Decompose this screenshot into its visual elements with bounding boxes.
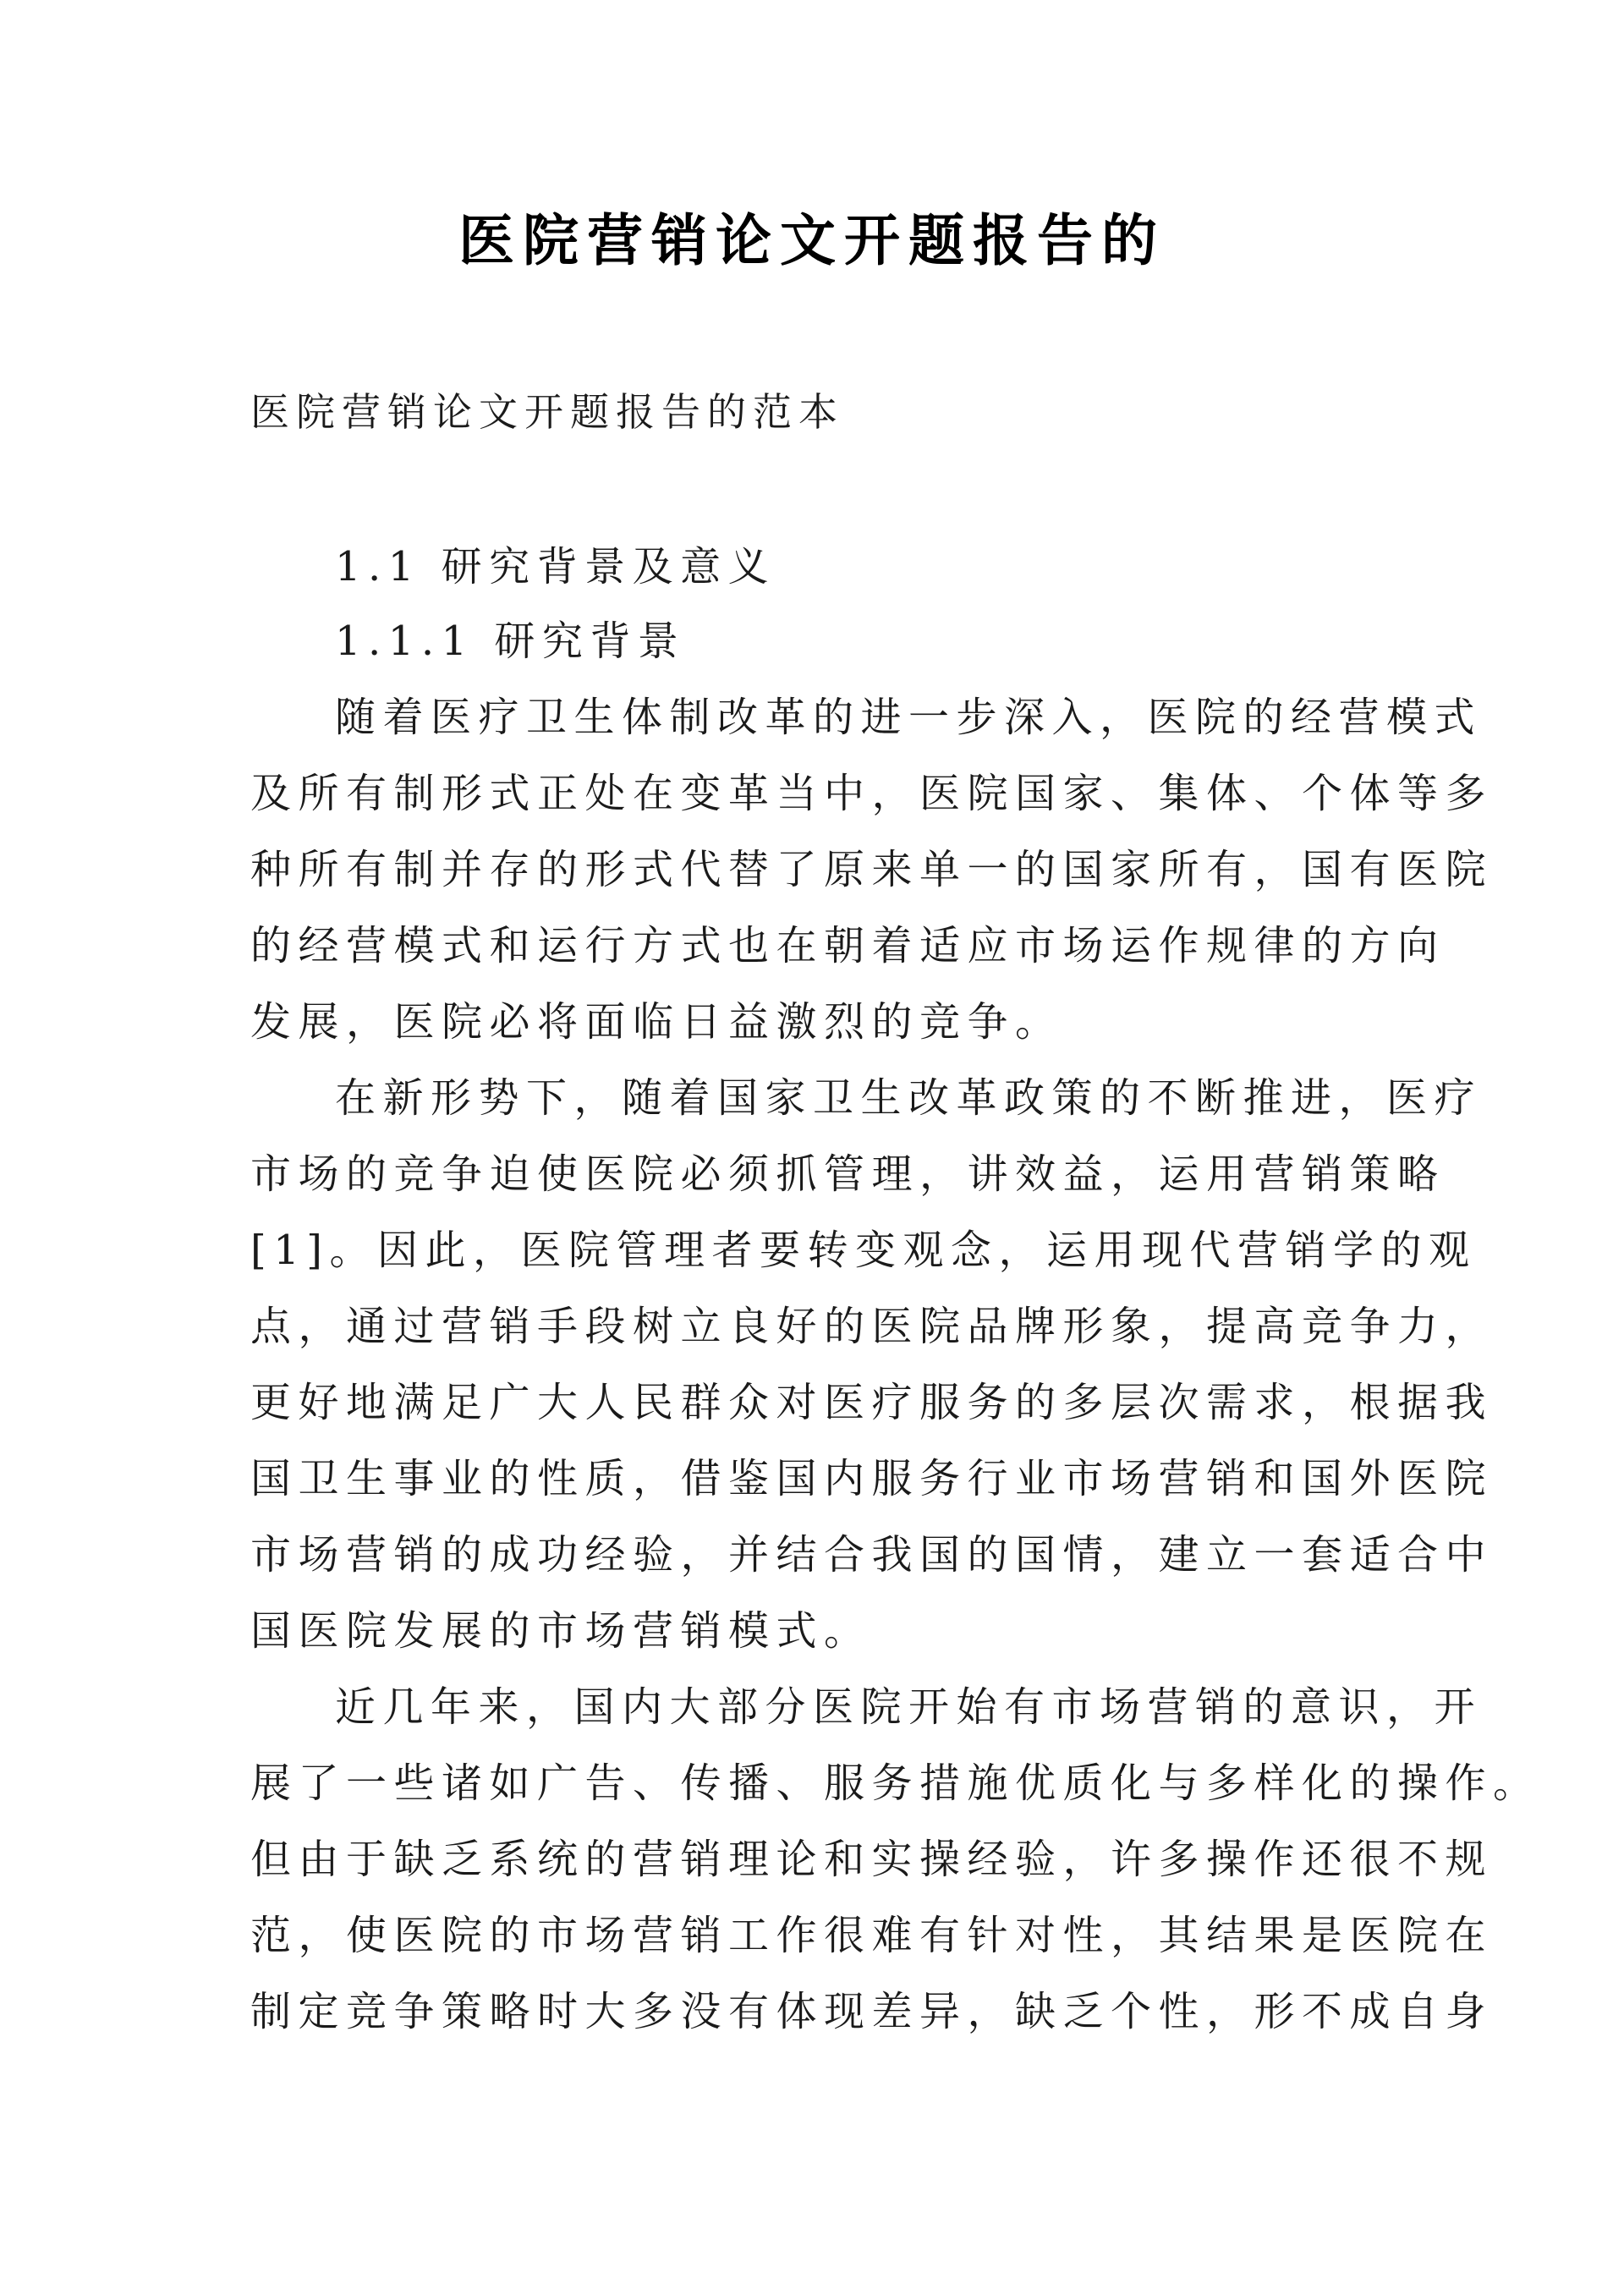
paragraph-3-line: 但由于缺乏系统的营销理论和实操经验，许多操作还很不规 xyxy=(250,1836,1494,1883)
paragraph-1-line: 随着医疗卫生体制改革的进一步深入，医院的经营模式 xyxy=(335,694,1483,741)
paragraph-2-line: 国卫生事业的性质，借鉴国内服务行业市场营销和国外医院 xyxy=(250,1455,1494,1502)
paragraph-2-line: 市场的竞争迫使医院必须抓管理，讲效益，运用营销策略 xyxy=(250,1150,1446,1198)
paragraph-3-line: 制定竞争策略时大多没有体现差异，缺乏个性，形不成自身 xyxy=(250,1988,1494,2035)
paragraph-1-line: 及所有制形式正处在变革当中，医院国家、集体、个体等多 xyxy=(250,770,1494,817)
paragraph-2-line: [1]。因此，医院管理者要转变观念，运用现代营销学的观 xyxy=(250,1227,1477,1274)
paragraph-3-line: 近几年来，国内大部分医院开始有市场营销的意识，开 xyxy=(335,1683,1483,1731)
document-title: 医院营销论文开题报告的 xyxy=(458,208,1166,273)
paragraph-2-line: 在新形势下，随着国家卫生改革政策的不断推进，医疗 xyxy=(335,1074,1483,1122)
paragraph-3-line: 范，使医院的市场营销工作很难有针对性，其结果是医院在 xyxy=(250,1912,1494,1959)
paragraph-3-line: 展了一些诸如广告、传播、服务措施优质化与多样化的操作。 xyxy=(250,1760,1541,1807)
paragraph-2-line: 市场营销的成功经验，并结合我国的国情，建立一套适合中 xyxy=(250,1531,1494,1578)
paragraph-1-line: 的经营模式和运行方式也在朝着适应市场运作规律的方向 xyxy=(250,922,1446,969)
paragraph-2-line: 更好地满足广大人民群众对医疗服务的多层次需求，根据我 xyxy=(250,1379,1494,1426)
paragraph-2-line: 点，通过营销手段树立良好的医院品牌形象，提高竞争力， xyxy=(250,1303,1494,1350)
paragraph-1-line: 发展，医院必将面临日益激烈的竞争。 xyxy=(250,998,1063,1046)
document-subtitle: 医院营销论文开题报告的范本 xyxy=(250,389,844,435)
subsection-heading: 1.1.1 研究背景 xyxy=(335,618,686,665)
paragraph-2-line: 国医院发展的市场营销模式。 xyxy=(250,1607,872,1655)
section-heading: 1.1 研究背景及意义 xyxy=(335,543,776,590)
paragraph-1-line: 种所有制并存的形式代替了原来单一的国家所有，国有医院 xyxy=(250,846,1494,893)
